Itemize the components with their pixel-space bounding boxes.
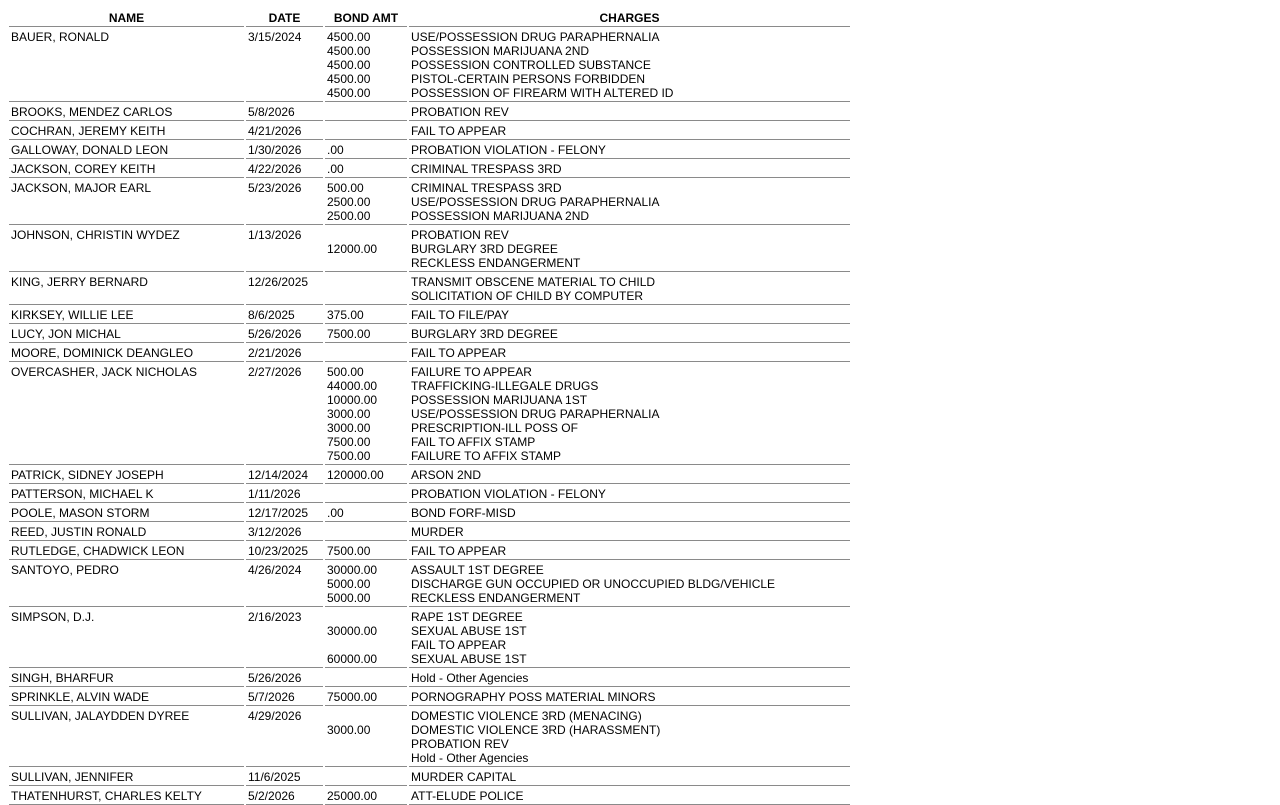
table-row bbox=[9, 668, 850, 687]
table-row bbox=[9, 607, 850, 668]
charge: RAPE 1ST DEGREE bbox=[411, 610, 523, 624]
inmate-name: SULLIVAN, JENNIFER bbox=[9, 767, 244, 786]
table-body bbox=[9, 27, 850, 805]
bond-amount-cell bbox=[325, 541, 407, 560]
charge: USE/POSSESSION DRUG PARAPHERNALIA bbox=[411, 30, 660, 44]
bond-amount: 5000.00 bbox=[327, 577, 371, 591]
booking-date: 4/22/2026 bbox=[246, 159, 323, 178]
bond-amount-cell bbox=[325, 343, 407, 362]
bond-amount: 4500.00 bbox=[327, 44, 371, 58]
charge: PORNOGRAPHY POSS MATERIAL MINORS bbox=[411, 690, 656, 704]
inmate-name: SPRINKLE, ALVIN WADE bbox=[9, 687, 244, 706]
bond-amount-cell bbox=[325, 668, 407, 687]
booking-date: 4/21/2026 bbox=[246, 121, 323, 140]
bond-amount: 2500.00 bbox=[327, 209, 371, 223]
charge: FAIL TO FILE/PAY bbox=[411, 308, 510, 322]
bond-amount bbox=[327, 610, 405, 624]
charges-cell bbox=[409, 522, 850, 541]
inmate-name: REED, JUSTIN RONALD bbox=[9, 522, 244, 541]
table-row bbox=[9, 272, 850, 305]
bond-amount bbox=[327, 638, 405, 652]
booking-date: 12/14/2024 bbox=[246, 465, 323, 484]
charge: Hold - Other Agencies bbox=[411, 751, 529, 765]
bond-amount: 500.00 bbox=[327, 181, 364, 195]
charges-cell bbox=[409, 767, 850, 786]
bond-amount: 4500.00 bbox=[327, 72, 371, 86]
charges-cell bbox=[409, 159, 850, 178]
charge: TRANSMIT OBSCENE MATERIAL TO CHILD bbox=[411, 275, 656, 289]
bond-amount: 4500.00 bbox=[327, 30, 371, 44]
charge: PROBATION REV bbox=[411, 105, 509, 119]
bond-amount bbox=[327, 124, 405, 138]
inmate-name: JACKSON, MAJOR EARL bbox=[9, 178, 244, 225]
booking-date: 5/2/2026 bbox=[246, 786, 323, 805]
bond-amount bbox=[327, 275, 405, 289]
charges-cell bbox=[409, 362, 850, 465]
charges-cell bbox=[409, 687, 850, 706]
bond-amount bbox=[327, 737, 405, 751]
bond-amount: 75000.00 bbox=[327, 690, 378, 704]
inmate-name: LUCY, JON MICHAL bbox=[9, 324, 244, 343]
charge: PISTOL-CERTAIN PERSONS FORBIDDEN bbox=[411, 72, 646, 86]
charges-cell bbox=[409, 102, 850, 121]
inmate-name: JACKSON, COREY KEITH bbox=[9, 159, 244, 178]
header-charges: CHARGES bbox=[409, 10, 850, 27]
charges-cell bbox=[409, 305, 850, 324]
bond-amount bbox=[327, 256, 405, 270]
bond-amount bbox=[327, 671, 405, 685]
inmate-roster-table bbox=[7, 10, 852, 805]
booking-date: 1/30/2026 bbox=[246, 140, 323, 159]
charges-cell bbox=[409, 560, 850, 607]
inmate-name: KING, JERRY BERNARD bbox=[9, 272, 244, 305]
booking-date: 5/8/2026 bbox=[246, 102, 323, 121]
booking-date: 1/11/2026 bbox=[246, 484, 323, 503]
table-row bbox=[9, 541, 850, 560]
charges-cell bbox=[409, 541, 850, 560]
bond-amount-cell bbox=[325, 503, 407, 522]
inmate-name: OVERCASHER, JACK NICHOLAS bbox=[9, 362, 244, 465]
charge: PROBATION REV bbox=[411, 737, 509, 751]
bond-amount-cell bbox=[325, 706, 407, 767]
bond-amount-cell bbox=[325, 140, 407, 159]
charge: FAIL TO AFFIX STAMP bbox=[411, 435, 536, 449]
table-row bbox=[9, 178, 850, 225]
bond-amount bbox=[327, 487, 405, 501]
charge: ARSON 2ND bbox=[411, 468, 482, 482]
inmate-name: KIRKSEY, WILLIE LEE bbox=[9, 305, 244, 324]
bond-amount: 3000.00 bbox=[327, 723, 371, 737]
bond-amount: 60000.00 bbox=[327, 652, 378, 666]
bond-amount: 30000.00 bbox=[327, 563, 378, 577]
inmate-name: JOHNSON, CHRISTIN WYDEZ bbox=[9, 225, 244, 272]
table-header-row bbox=[9, 10, 850, 27]
table-row bbox=[9, 484, 850, 503]
bond-amount: 4500.00 bbox=[327, 58, 371, 72]
charge: USE/POSSESSION DRUG PARAPHERNALIA bbox=[411, 195, 660, 209]
inmate-name: POOLE, MASON STORM bbox=[9, 503, 244, 522]
booking-date: 4/29/2026 bbox=[246, 706, 323, 767]
bond-amount-cell bbox=[325, 362, 407, 465]
inmate-name: GALLOWAY, DONALD LEON bbox=[9, 140, 244, 159]
booking-date: 5/26/2026 bbox=[246, 324, 323, 343]
charge: MURDER CAPITAL bbox=[411, 770, 517, 784]
charge: POSSESSION MARIJUANA 2ND bbox=[411, 44, 590, 58]
bond-amount: 120000.00 bbox=[327, 468, 384, 482]
booking-date: 3/15/2024 bbox=[246, 27, 323, 102]
charge: MURDER bbox=[411, 525, 464, 539]
charge: FAILURE TO AFFIX STAMP bbox=[411, 449, 562, 463]
bond-amount: 3000.00 bbox=[327, 421, 371, 435]
bond-amount-cell bbox=[325, 121, 407, 140]
charges-cell bbox=[409, 225, 850, 272]
header-date: DATE bbox=[246, 10, 323, 27]
charge: Hold - Other Agencies bbox=[411, 671, 529, 685]
charge: TRAFFICKING-ILLEGALE DRUGS bbox=[411, 379, 599, 393]
booking-date: 8/6/2025 bbox=[246, 305, 323, 324]
inmate-name: SANTOYO, PEDRO bbox=[9, 560, 244, 607]
charges-cell bbox=[409, 140, 850, 159]
charges-cell bbox=[409, 668, 850, 687]
booking-date: 2/16/2023 bbox=[246, 607, 323, 668]
charge: PROBATION VIOLATION - FELONY bbox=[411, 143, 606, 157]
charges-cell bbox=[409, 465, 850, 484]
charges-cell bbox=[409, 786, 850, 805]
charge: POSSESSION OF FIREARM WITH ALTERED ID bbox=[411, 86, 674, 100]
charge: BURGLARY 3RD DEGREE bbox=[411, 242, 558, 256]
table-row bbox=[9, 786, 850, 805]
bond-amount-cell bbox=[325, 27, 407, 102]
charge: FAIL TO APPEAR bbox=[411, 544, 507, 558]
bond-amount-cell bbox=[325, 484, 407, 503]
bond-amount: 12000.00 bbox=[327, 242, 378, 256]
charges-cell bbox=[409, 27, 850, 102]
bond-amount: 7500.00 bbox=[327, 327, 371, 341]
table-row bbox=[9, 522, 850, 541]
bond-amount: 375.00 bbox=[327, 308, 364, 322]
table-row bbox=[9, 767, 850, 786]
charges-cell bbox=[409, 343, 850, 362]
bond-amount-cell bbox=[325, 560, 407, 607]
charge: PROBATION VIOLATION - FELONY bbox=[411, 487, 606, 501]
booking-date: 5/26/2026 bbox=[246, 668, 323, 687]
table-row bbox=[9, 362, 850, 465]
inmate-name: BAUER, RONALD bbox=[9, 27, 244, 102]
bond-amount: 7500.00 bbox=[327, 544, 371, 558]
booking-date: 3/12/2026 bbox=[246, 522, 323, 541]
charge: DISCHARGE GUN OCCUPIED OR UNOCCUPIED BLDG/VEHICLE bbox=[411, 577, 776, 591]
charge: FAIL TO APPEAR bbox=[411, 638, 507, 652]
bond-amount bbox=[327, 289, 405, 303]
booking-date: 12/17/2025 bbox=[246, 503, 323, 522]
booking-date: 4/26/2024 bbox=[246, 560, 323, 607]
bond-amount bbox=[327, 525, 405, 539]
charges-cell bbox=[409, 121, 850, 140]
bond-amount: .00 bbox=[327, 506, 344, 520]
charge: CRIMINAL TRESPASS 3RD bbox=[411, 162, 562, 176]
bond-amount: 2500.00 bbox=[327, 195, 371, 209]
charge: FAILURE TO APPEAR bbox=[411, 365, 532, 379]
bond-amount bbox=[327, 751, 405, 765]
table-row bbox=[9, 465, 850, 484]
charge: USE/POSSESSION DRUG PARAPHERNALIA bbox=[411, 407, 660, 421]
bond-amount: 25000.00 bbox=[327, 789, 378, 803]
bond-amount: 7500.00 bbox=[327, 435, 371, 449]
charges-cell bbox=[409, 272, 850, 305]
inmate-name: SINGH, BHARFUR bbox=[9, 668, 244, 687]
table-row bbox=[9, 140, 850, 159]
bond-amount: 4500.00 bbox=[327, 86, 371, 100]
charge: RECKLESS ENDANGERMENT bbox=[411, 256, 581, 270]
table-row bbox=[9, 687, 850, 706]
header-name: NAME bbox=[9, 10, 244, 27]
bond-amount-cell bbox=[325, 324, 407, 343]
bond-amount-cell bbox=[325, 102, 407, 121]
table-row bbox=[9, 159, 850, 178]
table-row bbox=[9, 27, 850, 102]
booking-date: 2/21/2026 bbox=[246, 343, 323, 362]
booking-date: 10/23/2025 bbox=[246, 541, 323, 560]
inmate-name: SULLIVAN, JALAYDDEN DYREE bbox=[9, 706, 244, 767]
bond-amount-cell bbox=[325, 465, 407, 484]
bond-amount-cell bbox=[325, 607, 407, 668]
bond-amount bbox=[327, 228, 405, 242]
bond-amount: 500.00 bbox=[327, 365, 364, 379]
table-row bbox=[9, 225, 850, 272]
charges-cell bbox=[409, 503, 850, 522]
bond-amount: 30000.00 bbox=[327, 624, 378, 638]
charge: SEXUAL ABUSE 1ST bbox=[411, 624, 527, 638]
bond-amount-cell bbox=[325, 159, 407, 178]
charge: POSSESSION MARIJUANA 1ST bbox=[411, 393, 588, 407]
bond-amount: .00 bbox=[327, 143, 344, 157]
bond-amount-cell bbox=[325, 178, 407, 225]
charges-cell bbox=[409, 178, 850, 225]
charge: POSSESSION MARIJUANA 2ND bbox=[411, 209, 590, 223]
charge: DOMESTIC VIOLENCE 3RD (HARASSMENT) bbox=[411, 723, 661, 737]
table-row bbox=[9, 305, 850, 324]
bond-amount-cell bbox=[325, 522, 407, 541]
charge: SEXUAL ABUSE 1ST bbox=[411, 652, 527, 666]
bond-amount: 7500.00 bbox=[327, 449, 371, 463]
charge: BURGLARY 3RD DEGREE bbox=[411, 327, 558, 341]
table-row bbox=[9, 324, 850, 343]
bond-amount bbox=[327, 105, 405, 119]
inmate-name: BROOKS, MENDEZ CARLOS bbox=[9, 102, 244, 121]
charge: POSSESSION CONTROLLED SUBSTANCE bbox=[411, 58, 651, 72]
table-row bbox=[9, 560, 850, 607]
table-row bbox=[9, 121, 850, 140]
booking-date: 1/13/2026 bbox=[246, 225, 323, 272]
bond-amount-cell bbox=[325, 225, 407, 272]
charge: FAIL TO APPEAR bbox=[411, 346, 507, 360]
charge: RECKLESS ENDANGERMENT bbox=[411, 591, 581, 605]
table-row bbox=[9, 503, 850, 522]
charge: BOND FORF-MISD bbox=[411, 506, 516, 520]
inmate-name: MOORE, DOMINICK DEANGLEO bbox=[9, 343, 244, 362]
charge: CRIMINAL TRESPASS 3RD bbox=[411, 181, 562, 195]
charge: SOLICITATION OF CHILD BY COMPUTER bbox=[411, 289, 644, 303]
inmate-name: PATTERSON, MICHAEL K bbox=[9, 484, 244, 503]
charge: FAIL TO APPEAR bbox=[411, 124, 507, 138]
inmate-name: SIMPSON, D.J. bbox=[9, 607, 244, 668]
table-row bbox=[9, 343, 850, 362]
inmate-name: PATRICK, SIDNEY JOSEPH bbox=[9, 465, 244, 484]
charge: ATT-ELUDE POLICE bbox=[411, 789, 524, 803]
bond-amount-cell bbox=[325, 305, 407, 324]
table-row bbox=[9, 102, 850, 121]
charge: PRESCRIPTION-ILL POSS OF bbox=[411, 421, 578, 435]
charge: ASSAULT 1ST DEGREE bbox=[411, 563, 544, 577]
inmate-name: RUTLEDGE, CHADWICK LEON bbox=[9, 541, 244, 560]
inmate-name: THATENHURST, CHARLES KELTY bbox=[9, 786, 244, 805]
bond-amount bbox=[327, 346, 405, 360]
bond-amount: 5000.00 bbox=[327, 591, 371, 605]
bond-amount: 10000.00 bbox=[327, 393, 378, 407]
charges-cell bbox=[409, 706, 850, 767]
bond-amount-cell bbox=[325, 767, 407, 786]
booking-date: 5/7/2026 bbox=[246, 687, 323, 706]
charge: DOMESTIC VIOLENCE 3RD (MENACING) bbox=[411, 709, 642, 723]
table-row bbox=[9, 706, 850, 767]
bond-amount bbox=[327, 770, 405, 784]
bond-amount-cell bbox=[325, 786, 407, 805]
bond-amount-cell bbox=[325, 687, 407, 706]
charges-cell bbox=[409, 484, 850, 503]
bond-amount: .00 bbox=[327, 162, 344, 176]
bond-amount-cell bbox=[325, 272, 407, 305]
bond-amount: 3000.00 bbox=[327, 407, 371, 421]
header-bond-amount: BOND AMT bbox=[325, 10, 407, 27]
charges-cell bbox=[409, 607, 850, 668]
charge: PROBATION REV bbox=[411, 228, 509, 242]
booking-date: 11/6/2025 bbox=[246, 767, 323, 786]
booking-date: 5/23/2026 bbox=[246, 178, 323, 225]
bond-amount bbox=[327, 709, 405, 723]
charges-cell bbox=[409, 324, 850, 343]
booking-date: 2/27/2026 bbox=[246, 362, 323, 465]
inmate-name: COCHRAN, JEREMY KEITH bbox=[9, 121, 244, 140]
booking-date: 12/26/2025 bbox=[246, 272, 323, 305]
bond-amount: 44000.00 bbox=[327, 379, 378, 393]
